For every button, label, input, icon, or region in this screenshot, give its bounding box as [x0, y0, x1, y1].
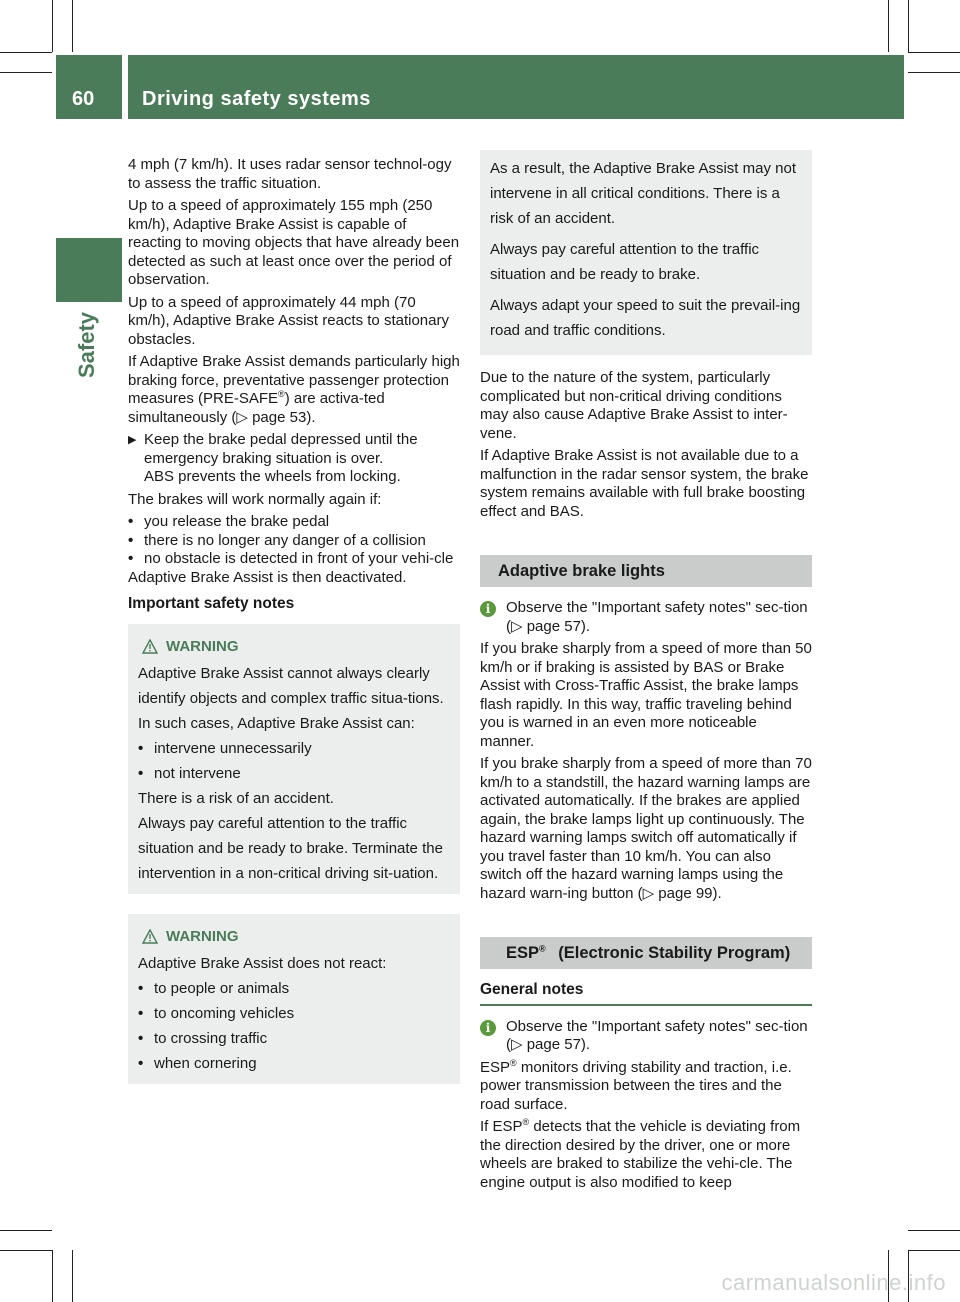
list-item: [138, 1001, 450, 1026]
bullet-icon: •: [128, 550, 134, 567]
paragraph: 4 mph (7 km/h). It uses radar sensor technol-ogy to assess the traffic situation.: [128, 156, 452, 192]
list-item-text: when cornering: [154, 1054, 257, 1072]
list-item: [138, 761, 450, 786]
text-fragment: ESP: [506, 943, 540, 962]
box-text: As a result, the Adaptive Brake Assist may not intervene in all critical conditions. There is a risk of an accident.: [490, 160, 796, 227]
superscript: ®: [278, 389, 285, 399]
list-item: [128, 550, 460, 569]
text-fragment: ).: [306, 408, 316, 426]
crop-mark: [52, 0, 53, 52]
section-heading-esp: [480, 937, 812, 969]
crop-mark: [908, 1230, 960, 1231]
text-fragment: monitors driving stability and traction, i.e. power transmission between the tires and the road surface.: [480, 1058, 792, 1113]
info-text: Observe the "Important safety notes" sec-tion (▷ page 57).: [506, 599, 808, 635]
list-item-text: there is no longer any danger of a collision: [144, 531, 426, 549]
list-item: [138, 1051, 450, 1076]
box-text: Always pay careful attention to the traffic situation and be ready to brake.: [490, 241, 760, 283]
crop-mark: [0, 1230, 52, 1231]
paragraph: Adaptive Brake Assist is then deactivated.: [128, 568, 407, 586]
section-subheading: General notes: [480, 981, 584, 998]
left-column: [128, 156, 460, 1104]
paragraph: If you brake sharply from a speed of more than 70 km/h to a standstill, the hazard warning lamps are activated automatically. If the brakes are applied again, the brake lamps light up continuously. The hazard warning lamps switch off automatically if you travel faster than 10 km/h. You can also switch off the hazard warning lamps using the hazard warn-ing button (▷ page 99).: [480, 755, 812, 902]
text-fragment: detects that the vehicle is deviating from the direction desired by the driver, one or more wheels are braked to stabilize the vehi-cle. The engine output is also modified to keep: [480, 1118, 801, 1191]
warning-label: WARNING: [166, 927, 239, 945]
bullet-icon: •: [138, 1029, 144, 1047]
section-heading-text: Adaptive brake lights: [498, 561, 665, 580]
text-fragment: (Electronic Stability Program): [553, 943, 791, 962]
side-tab: [74, 308, 114, 380]
right-column: [480, 150, 812, 1196]
text-fragment: If Adaptive Brake Assist demands particularly high braking force, preventative passenger protection measures (PRE-SAFE: [128, 353, 460, 407]
crop-mark: [72, 0, 73, 52]
bullet-icon: •: [128, 513, 134, 530]
paragraph: [128, 353, 460, 427]
page-number: 60: [72, 88, 95, 110]
crop-mark: [0, 1250, 52, 1251]
bullet-icon: •: [138, 1004, 144, 1022]
list-item: [128, 532, 460, 551]
step-arrow-icon: ▶: [128, 434, 137, 446]
list-item-text: you release the brake pedal: [144, 513, 330, 530]
warning-text: In such cases, Adaptive Brake Assist can:: [138, 714, 415, 732]
list-item-text: not intervene: [154, 764, 241, 782]
crop-mark: [72, 1250, 73, 1302]
paragraph: Up to a speed of approximately 44 mph (70 km/h), Adaptive Brake Assist reacts to stationary obstacles.: [128, 293, 449, 348]
bullet-icon: •: [138, 1054, 144, 1072]
warning-title: [138, 634, 450, 659]
bullet-icon: •: [138, 739, 144, 757]
warning-box: [128, 914, 460, 1084]
warning-box: [128, 624, 460, 894]
paragraph: If you brake sharply from a speed of more than 50 km/h or if braking is assisted by BAS or Brake Assist with Cross-Traffic Assist, the brake lamps flash rapidly. In this way, traffic traveling behind you is warned in an even more noticeable manner.: [480, 640, 812, 750]
warning-text: Always pay careful attention to the traffic situation and be ready to brake. Terminate the intervention in a non-critical driving sit-uation.: [138, 814, 443, 882]
list-item-text: to crossing traffic: [154, 1029, 268, 1047]
text-fragment: ESP: [480, 1058, 511, 1076]
page-title: Driving safety systems: [142, 88, 371, 110]
side-tab-block: [56, 238, 122, 302]
crop-mark: [52, 1250, 53, 1302]
superscript: ®: [510, 1057, 517, 1068]
step-note: ABS prevents the wheels from locking.: [144, 468, 401, 485]
warning-triangle-icon: [142, 929, 158, 944]
warning-label: WARNING: [166, 637, 239, 655]
side-tab-label: Safety: [74, 311, 99, 378]
info-text: Observe the "Important safety notes" sec-tion (▷ page 57).: [506, 1017, 808, 1053]
superscript: ®: [539, 943, 546, 954]
list-item: [138, 1026, 450, 1051]
text-fragment: ) are activa-ted simultaneously (: [128, 390, 385, 426]
instruction-step: [128, 431, 460, 487]
warning-continuation-box: [480, 150, 812, 355]
warning-text: There is a risk of an accident.: [138, 789, 334, 807]
crop-mark: [0, 72, 52, 73]
page-reference-link[interactable]: ▷ page 53: [236, 408, 307, 426]
crop-mark: [908, 52, 960, 53]
bullet-icon: •: [138, 979, 144, 997]
list-item-text: to people or animals: [154, 979, 290, 997]
warning-title: [138, 924, 450, 949]
bullet-icon: •: [128, 531, 134, 549]
crop-mark: [908, 0, 909, 52]
crop-mark: [0, 52, 52, 53]
section-heading-adaptive-brake-lights: [480, 555, 812, 587]
info-icon: i: [480, 1018, 506, 1055]
warning-text: Adaptive Brake Assist cannot always clearly identify objects and complex traffic situa-tions.: [138, 664, 444, 707]
text-fragment: If ESP: [480, 1118, 523, 1135]
crop-mark: [908, 1250, 960, 1251]
paragraph: Up to a speed of approximately 155 mph (250 km/h), Adaptive Brake Assist is capable of reacting to moving objects that have already been detected as such at least once over the period of observation.: [128, 197, 460, 288]
info-note: [480, 1018, 812, 1055]
list-item: [138, 976, 450, 1001]
paragraph: If Adaptive Brake Assist is not available due to a malfunction in the radar sensor system, the brake system remains available with full brake boosting effect and BAS.: [480, 447, 809, 520]
bullet-icon: •: [138, 764, 144, 782]
step-text: Keep the brake pedal depressed until the emergency braking situation is over.: [144, 431, 418, 467]
list-item: [128, 513, 460, 532]
list-item-text: intervene unnecessarily: [154, 739, 312, 757]
info-icon: i: [480, 599, 506, 636]
section-subheading: Important safety notes: [128, 595, 295, 612]
warning-triangle-icon: [142, 639, 158, 654]
section-heading-text: [490, 944, 790, 963]
info-note: [480, 599, 812, 636]
crop-mark: [888, 0, 889, 52]
warning-text: Adaptive Brake Assist does not react:: [138, 954, 387, 972]
list-item-text: to oncoming vehicles: [154, 1004, 295, 1022]
paragraph: Due to the nature of the system, particularly complicated but non-critical driving conditions may also cause Adaptive Brake Assist to inter-vene.: [480, 369, 788, 442]
crop-mark: [908, 72, 960, 73]
list-item: [138, 736, 450, 761]
paragraph: The brakes will work normally again if:: [128, 490, 382, 508]
list-item-text: no obstacle is detected in front of your vehi-cle: [144, 550, 454, 567]
divider: [480, 1004, 812, 1006]
superscript: ®: [522, 1117, 530, 1127]
paragraph: [480, 1059, 812, 1115]
paragraph: [480, 1118, 812, 1192]
box-text: Always adapt your speed to suit the prevail-ing road and traffic conditions.: [490, 297, 801, 339]
watermark: carmanualsonline.info: [721, 1270, 946, 1295]
